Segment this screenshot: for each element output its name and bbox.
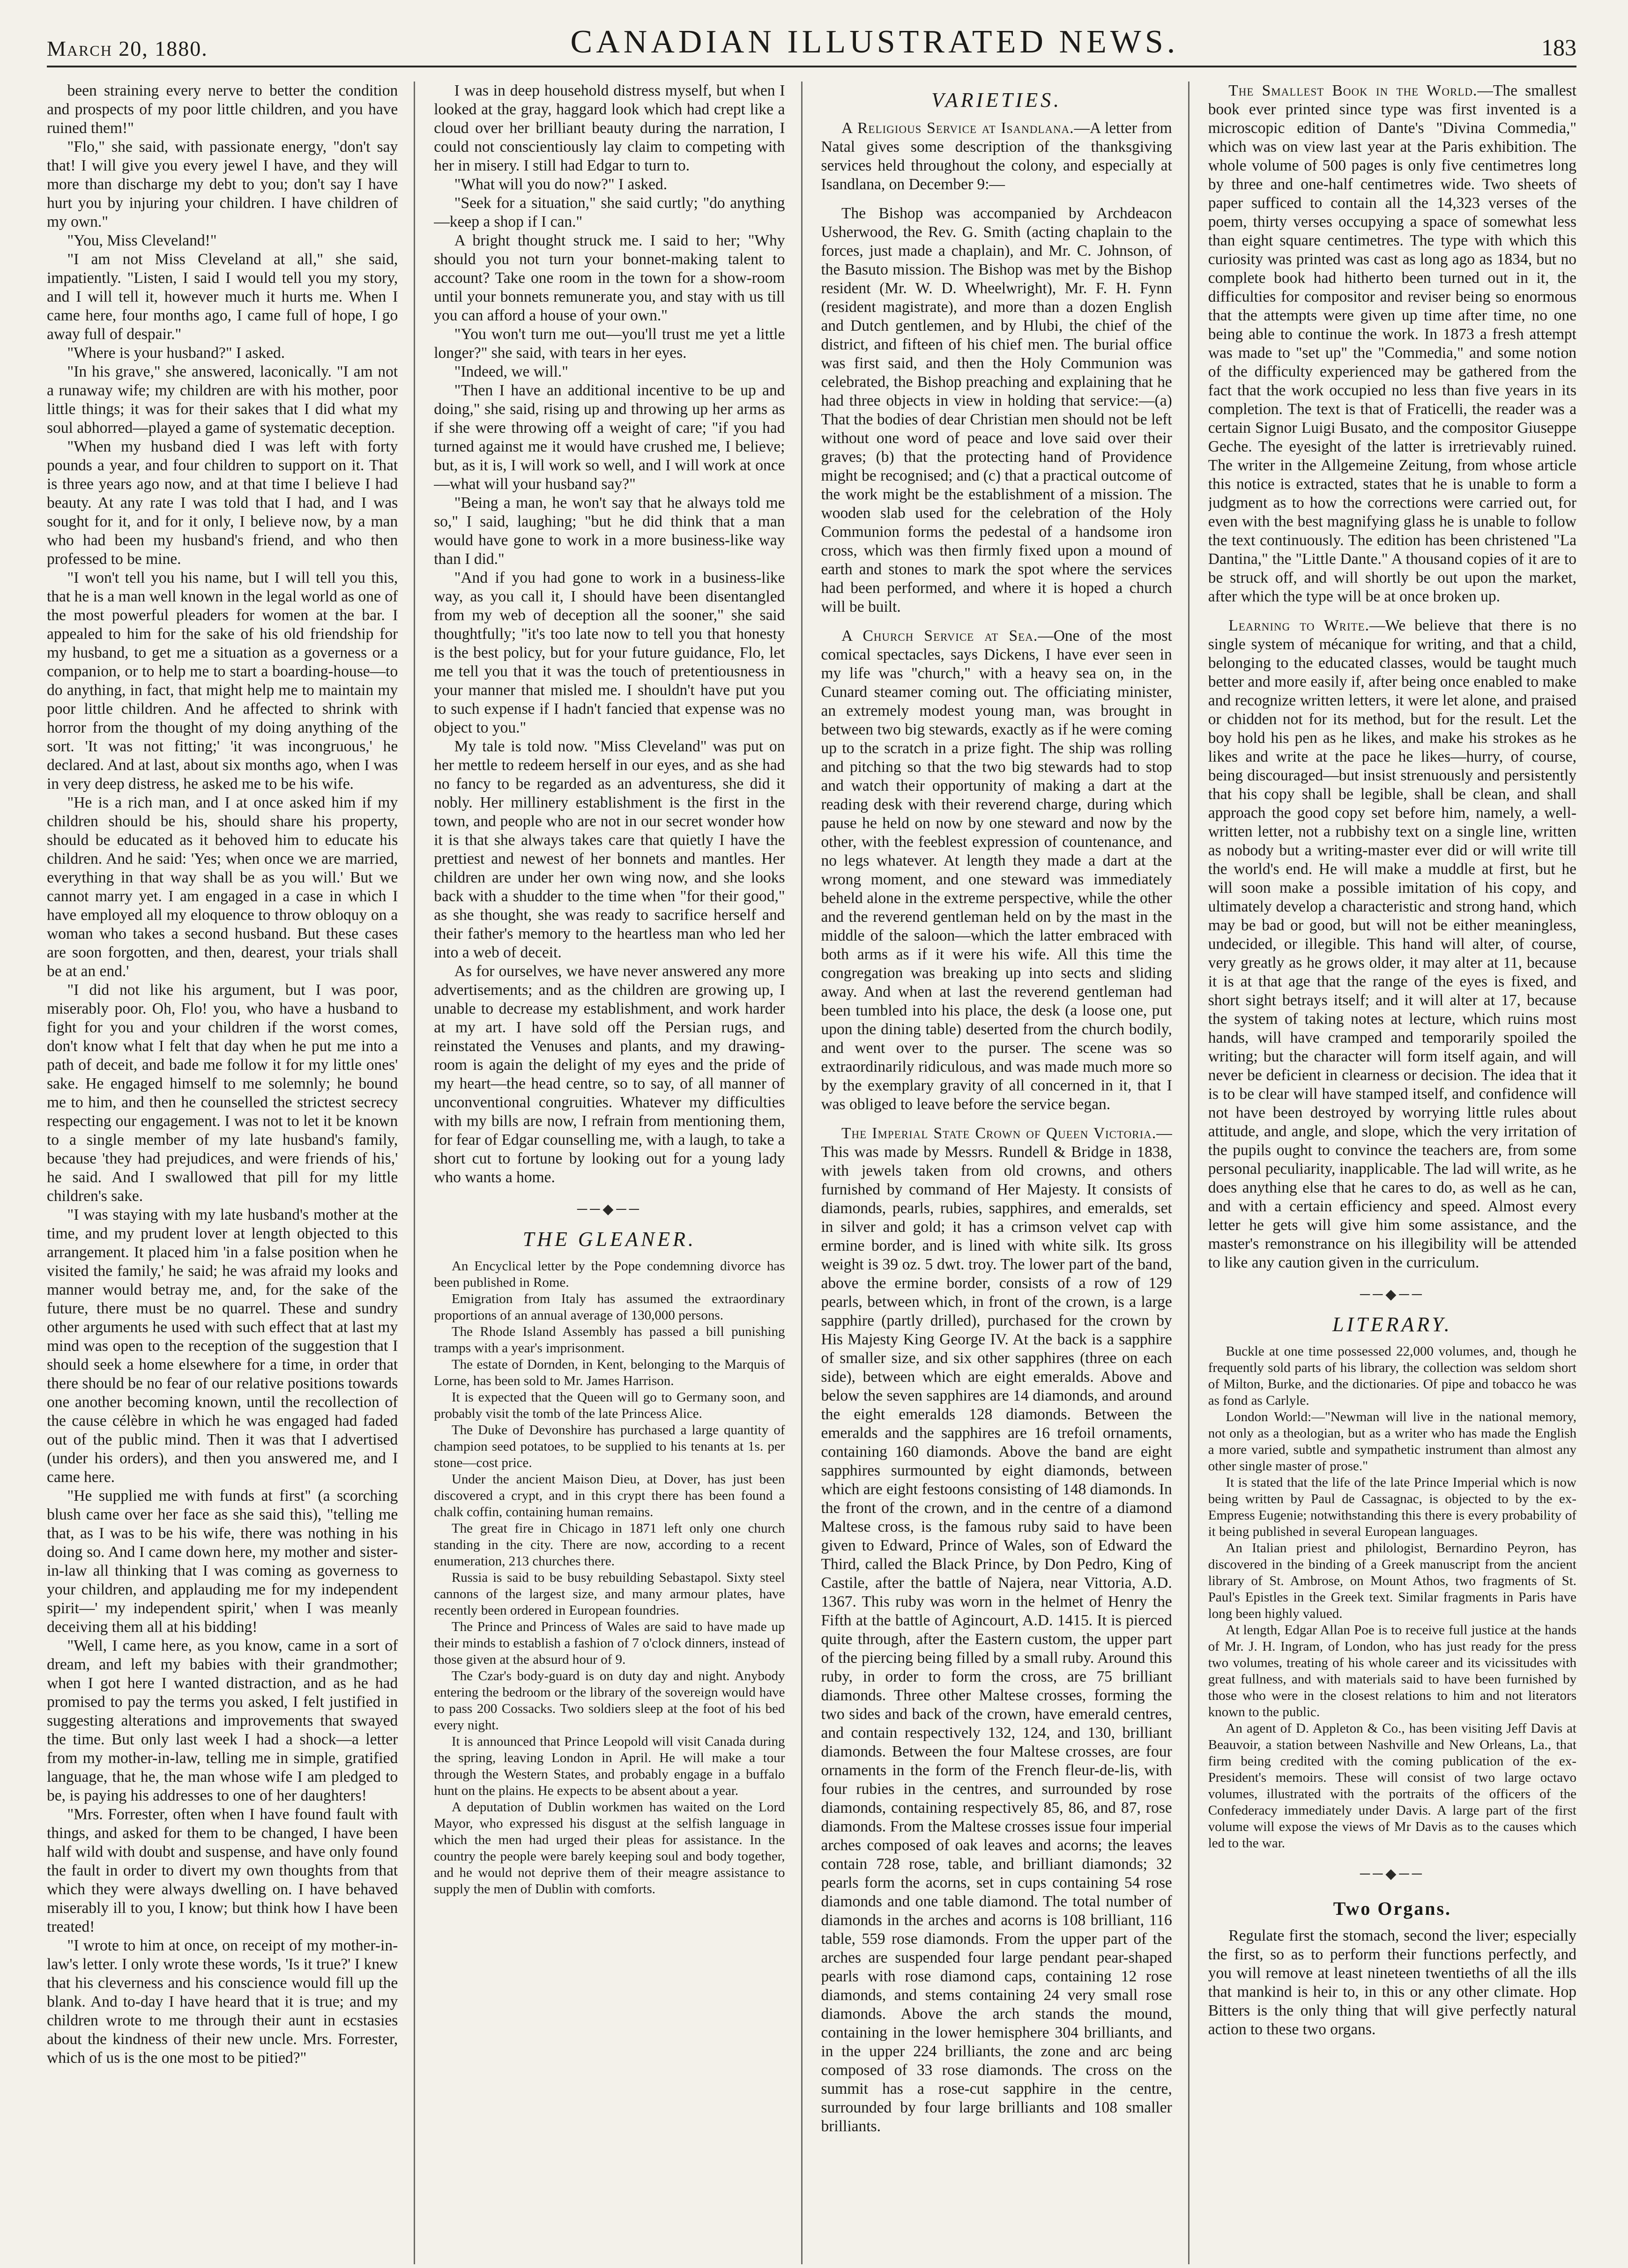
column-4 (1208, 82, 1576, 2264)
story-paragraph: "Where is your husband?" I asked. (67, 344, 285, 362)
story-paragraph: I was in deep household distress myself, but when I looked at the gray, haggard look which had crept like a cloud over her brilliant beauty during the narration, I could not conscientiously lay claim to competing with her in misery. I still had Edgar to turn to. (434, 82, 785, 174)
newspaper-title: CANADIAN ILLUSTRATED NEWS. (570, 24, 1179, 60)
two-organs-heading: Two Organs. (1333, 1898, 1452, 1919)
story-paragraph: As for ourselves, we have never answered any more advertisements; and as the children are growing up, I unable to decrease my establishment, and work harder at my art. I have sold off the Persian rugs, and reinstated the Venuses and plants, and my drawing-room is again the delight of my eyes and the pride of my heart—the head centre, so to say, of all manner of unconventional congruities. Whatever my difficulties with my bills are now, I refrain from mentioning them, for fear of Edgar counselling me, with a laugh, to take a short cut to fortune by looking out for a young lady who wants a home. (434, 963, 785, 1186)
literary-heading: LITERARY. (1332, 1313, 1452, 1336)
varieties-items (821, 119, 1172, 2136)
notice-item-lead: The Smallest Book in the World. (1228, 82, 1478, 99)
gleaner-item: It is expected that the Queen will go to Germany soon, and probably visit the tomb of the late Princess Alice. (434, 1390, 785, 1421)
section-divider: ──◆── (577, 1201, 642, 1217)
column-3 (821, 82, 1189, 2264)
story-paragraph: "And if you had gone to work in a business-like way, as you call it, I should have been disentangled from my web of deception all the sooner," she said thoughtfully; "it's too late now to tell you that honesty is the best policy, but for your future guidance, Flo, let me tell you that it was the touch of pretentiousness in your manner that misled me. I shouldn't have put you to such expense if I hadn't fancied that expense was no object to you." (434, 569, 785, 736)
varieties-item (821, 627, 1172, 1114)
gleaner-items (434, 1258, 785, 1897)
notice-item-text: —We believe that there is no single system of mécanique for writing, and that a child, belonging to the educated classes, would be taught much better and more easily if, after being once enabled to make and recognize written letters, it were let alone, and praised or chidden not for its method, but for the result. Let the boy hold his pen as he likes, and make his strokes as he likes and write at the pace he likes—hurry, of course, being discouraged—but insist strenuously and persistently that his copy shall be legible, shall be clean, and shall approach the good copy set before him, namely, a well-written letter, not a rubbishy text on a single line, written as nobody but a writing-master ever did or will write till the world's end. He will make a muddle at first, but he will soon make a possible imitation of his copy, and ultimately develop a characteristic and strong hand, which may be bad or good, but will not be either meaningless, undecided, or illegible. This hand will alter, of course, very greatly as he grows older, it may alter at 11, because it is at that age that the range of the eyes is fixed, and short sight betrays itself; and it will alter at 17, because the system of taking notes at lecture, which ruins most hands, will have cramped and temporarily spoiled the writing; but the character will form itself again, and will never be deficient in clearness or decision. The idea that it is to be clear will have stamped itself, and confidence will not have been destroyed by worrying little rules about attitude, and angle, and slope, which the very irritation of the pupils ought to convince the teachers are, from some personal peculiarity, inapplicable. The lad will write, as he does anything else that he cares to do, as well as he can, and with a certain efficiency and speed. Almost every letter he gets will give him some assistance, and the master's remonstrance on his illegibility will be attended to like any caution given in the curriculum. (1208, 617, 1576, 1271)
section-divider: ──◆── (1360, 1287, 1425, 1302)
literary-item: An agent of D. Appleton & Co., has been visiting Jeff Davis at Beauvoir, a station between Nashville and New Orleans, La., that firm being credited with the coming publication of the ex-President's memoirs. These will consist of two large octavo volumes, illustrated with the portraits of the officers of the Confederacy immediately under Davis. A large part of the first volume will expose the views of Mr Davis as to the causes which led to the war. (1208, 1721, 1576, 1851)
story-paragraph: "He supplied me with funds at first" (a scorching blush came over her face as she said this), "telling me that, as I was to be his wife, there was nothing in his doing so. And I came down here, my mother and sister-in-law all thinking that I was coming as governess to your children, and applauding me for my independent spirit—' my independent spirit,' when I was meanly deceiving them all at his bidding! (47, 1487, 398, 1636)
gleaner-item: A deputation of Dublin workmen has waited on the Lord Mayor, who expressed his disgust at the selfish language in which the men had urged their pleas for assistance. In the country the people were barely keeping soul and body together, and he would not deprive them of their meagre assistance to supply the men of Dublin with comforts. (434, 1800, 785, 1897)
gleaner-item: Under the ancient Maison Dieu, at Dover, has just been discovered a crypt, and in this crypt there has been found a chalk coffin, containing human remains. (434, 1472, 785, 1519)
story-part-1 (47, 82, 398, 2068)
story-paragraph: "I was staying with my late husband's mother at the time, and my prudent lover at length objected to this arrangement. It placed him 'in a false position when he visited the family,' he said; he was afraid my looks and manner would betray me, and, for the sake of the future, there must be no quarrel. These and sundry other arguments he used with such effect that at last my mind was open to the reception of the suggestion that I should seek a home elsewhere for a time, in order that there should be no fear of our relative positions towards one another becoming known, until the recollection of the cause célèbre in which he was engaged had faded out of the public mind. Then it was that I advertised (under his orders), and then you answered me, and I came here. (47, 1206, 398, 1486)
story-paragraph: "When my husband died I was left with forty pounds a year, and four children to support on it. That is three years ago now, and at that time I believe I had beauty. At any rate I was told that I had, and I was sought for it, and for it only, I believe now, by a man who had been my husband's friend, and who then professed to be mine. (47, 438, 398, 568)
column-1 (47, 82, 415, 2264)
literary-item: London World:—"Newman will live in the national memory, not only as a theologian, but as a writer who has made the English a more varied, subtle and sympathetic instrument than almost any other single master of prose." (1208, 1409, 1576, 1474)
gleaner-item: The Rhode Island Assembly has passed a bill punishing tramps with a year's imprisonment. (434, 1324, 785, 1356)
story-paragraph: "Indeed, we will." (454, 363, 568, 380)
page-number: 183 (1541, 34, 1576, 60)
story-paragraph: "Well, I came here, as you know, came in a sort of dream, and left my babies with their grandmother; when I got here I wanted distraction, and as he had promised to pay the terms you asked, I felt justified in suggesting alterations and improvements that swayed the time. But only last week I had a shock—a letter from my mother-in-law, telling me in simple, gratified language, that he, the man whose wife I am pledged to be, is paying his addresses to one of her daughters! (47, 1637, 398, 1804)
story-paragraph: "You won't turn me out—you'll trust me yet a little longer?" she said, with tears in her eyes. (434, 326, 785, 362)
issue-date: March 20, 1880. (47, 37, 208, 60)
story-paragraph: "What will you do now?" I asked. (454, 176, 668, 193)
literary-item: Buckle at one time possessed 22,000 volumes, and, though he frequently sold parts of his library, the collection was seldom short of Milton, Burke, and the dictionaries. Of pipe and tobacco he was as fond as Carlyle. (1208, 1344, 1576, 1408)
gleaner-item: The great fire in Chicago in 1871 left only one church standing in the city. There are now, according to a recent enumeration, 213 churches there. (434, 1521, 785, 1569)
varieties-item-lead: The Imperial State Crown of Queen Victoria. (841, 1125, 1157, 1142)
story-paragraph: "You, Miss Cleveland!" (67, 232, 217, 249)
story-paragraph: "In his grave," she answered, laconically. "I am not a runaway wife; my children are with his mother, poor little things; it was for their sakes that I did what my soul abhorred—played a game of systematic deception. (47, 363, 398, 437)
gleaner-item: The estate of Dornden, in Kent, belonging to the Marquis of Lorne, has been sold to Mr. James Harrison. (434, 1357, 785, 1388)
varieties-item-text: The Bishop was accompanied by Archdeacon Usherwood, the Rev. G. Smith (acting chaplain to the forces, just made a chaplain), and Mr. C. Johnson, of the Basuto mission. The Bishop was met by the Bishop resident (Mr. W. D. Wheelwright), Mr. F. H. Fynn (resident magistrate), and more than a dozen English and Dutch gentlemen, and by Hlubi, the chief of the district, and fifteen of his chief men. The burial office was first said, and then the Holy Communion was celebrated, the Bishop preaching and explaining that he had three objects in view in holding that service:—(a) That the bodies of dear Christian men should not be left without one word of peace and love said over their graves; (b) that the protecting hand of Providence might be recognised; and (c) that a practical outcome of the work might be the establishment of a mission. The wooden slab used for the celebration of the Holy Communion forms the pedestal of a handsome iron cross, which was then firmly fixed upon a mound of earth and stones to mark the spot where the services had been performed, and where it is hoped a church will be built. (821, 205, 1172, 615)
notice-item-text: —The smallest book ever printed since type was first invented is a microscopic edition of Dante's "Divina Commedia," which was on view last year at the Paris exhibition. The whole volume of 500 pages is only five centimetres long by three and one-half centimetres wide. Two sheets of paper sufficed to contain all the 14,323 verses of the poem, thirty verses occupying a space of somewhat less than eight square centimetres. The type with which this curiosity was printed was cast as long ago as 1834, but no complete book had hitherto been turned out in it, the difficulties for compositor and reviser being so enormous that the attempts were given up time after time, no one being able to continue the work. In 1873 a fresh attempt was made to "set up" the "Commedia," and some notion of the difficulty experienced may be gathered from the fact that the work occupied no less than five years in its completion. The text is that of Fraticelli, the reader was a certain Signor Luigi Busato, and the compositor Giuseppe Geche. The eyesight of the latter is irretrievably ruined. The writer in the Allgemeine Zeitung, from whose article this notice is extracted, states that he is unable to form a judgment as to how the corrections were carried out, for even with the best magnifying glass he is unable to follow the text continuously. The edition has been christened "La Dantina," the "Little Dante." A thousand copies of it are to be struck off, and will shortly be out upon the market, after which the type will be at once broken up. (1208, 82, 1576, 605)
story-paragraph: "I did not like his argument, but I was poor, miserably poor. Oh, Flo! you, who have a husband to fight for you and your children if the worst comes, don't know what I felt that day when he put me into a path of deceit, and bade me follow it for my little ones' sake. He engaged himself to me solemnly; he bound me to him, and then he counselled the strictest secrecy respecting our engagement. I was not to let it be known to a single member of my late husband's family, because 'they had prejudices, and were friends of his,' he said. And I swallowed that pill for my little children's sake. (47, 981, 398, 1205)
literary-item: At length, Edgar Allan Poe is to receive full justice at the hands of Mr. J. H. Ingram, of London, who has just ready for the press two volumes, treating of his whole career and its vicissitudes with great fullness, and with materials said to have been furnished by those who were in the closest relations to him and not literators known to the public. (1208, 1623, 1576, 1720)
story-part-2 (434, 82, 785, 1187)
story-paragraph: "I won't tell you his name, but I will tell you this, that he is a man well known in the legal world as one of the most powerful pleaders for women at the bar. I appealed to him for the sake of his old friendship for my husband, to get me a situation as a governess or a companion, or to help me to start a boarding-house—to do anything, in fact, that might help me to maintain my poor little children. And he affected to shrink with horror from the thought of my doing anything of the sort. 'It was not fitting;' 'it was incongruous,' he declared. And at last, about six months ago, when I was in very deep distress, he asked me to be his wife. (47, 569, 398, 793)
varieties-item-lead: A Church Service at Sea. (841, 627, 1038, 645)
varieties-item (821, 204, 1172, 616)
varieties-item (821, 1124, 1172, 2136)
gleaner-item: Emigration from Italy has assumed the extraordinary proportions of an annual average of 130,000 persons. (434, 1291, 785, 1323)
notice-item-lead: Learning to Write. (1228, 617, 1369, 634)
gleaner-item: The Czar's body-guard is on duty day and night. Anybody entering the bedroom or the library of the sovereign would have to pass 200 Cossacks. Two soldiers sleep at the foot of his bed every night. (434, 1668, 785, 1733)
story-paragraph: "I am not Miss Cleveland at all," she said, impatiently. "Listen, I said I would tell you my story, and I will tell it, however much it hurts me. When I came here, four months ago, I came full of hope, I go away full of despair." (47, 251, 398, 343)
masthead (47, 24, 1576, 67)
story-paragraph: My tale is told now. "Miss Cleveland" was put on her mettle to redeem herself in our eyes, and as she had no fancy to be regarded as an adventuress, she did it nobly. Her millinery establishment is the first in the town, and people who are not in our secret wonder how it is that she always takes care that quietly I have the prettiest and newest of her bonnets and mantles. Her children are under her own wing now, and she looks back with a shudder to the time when "for their good," as she thought, she was ready to sacrifice herself and their father's memory to the heartless man who led her into a web of deceit. (434, 738, 785, 961)
gleaner-item: Russia is said to be busy rebuilding Sebastapol. Sixty steel cannons of the largest size, and many armour plates, have recently been ordered in European foundries. (434, 1570, 785, 1618)
gleaner-item: The Duke of Devonshire has purchased a large quantity of champion seed potatoes, to be supplied to his tenants at 1s. per stone—cost price. (434, 1423, 785, 1470)
varieties-item (821, 119, 1172, 194)
literary-item: An Italian priest and philologist, Bernardino Peyron, has discovered in the binding of a Greek manuscript from the ancient library of St. Ambrose, on Mount Athos, two fragments of St. Paul's Epistles in the Greek text. Similar fragments in Paris have long been highly valued. (1208, 1541, 1576, 1621)
varieties-item-text: —A letter from Natal gives some description of the thanksgiving services held throughout the colony, and especially at Isandlana, on December 9:— (821, 119, 1172, 193)
section-divider: ──◆── (1360, 1866, 1425, 1882)
notice-item (1208, 82, 1576, 606)
two-organs-text: Regulate first the stomach, second the liver; especially the first, so as to perform their functions perfectly, and you will remove at least nineteen twentieths of all the ills that mankind is heir to, in this or any other climate. Hop Bitters is the only thing that will give perfectly natural action to these two organs. (1208, 1927, 1576, 2038)
story-paragraph: been straining every nerve to better the condition and prospects of my poor little children, and you have ruined them!" (47, 82, 398, 137)
story-paragraph: "Mrs. Forrester, often when I have found fault with things, and asked for them to be changed, I have been half wild with doubt and suspense, and have only found the fault in order to divert my own thoughts from that which they were always dwelling on. I have behaved miserably ill to you, I know; but think how I have been treated! (47, 1806, 398, 1935)
literary-items (1208, 1343, 1576, 1852)
story-paragraph: "Being a man, he won't say that he always told me so," I said, laughing; "but he did think that a man would have gone to work in a more business-like way than I did." (434, 494, 785, 568)
story-paragraph: A bright thought struck me. I said to her; "Why should you not turn your bonnet-making talent to account? Take one room in the town for a show-room until your bonnets remunerate you, and stay with us till you can afford a house of your own." (434, 232, 785, 324)
varieties-heading: VARIETIES. (931, 89, 1062, 111)
literary-item: It is stated that the life of the late Prince Imperial which is now being written by Paul de Cassagnac, is objected to by the ex-Empress Eugenie; notwithstanding this there is every probability of it being published in several European languages. (1208, 1475, 1576, 1539)
story-paragraph: "I wrote to him at once, on receipt of my mother-in-law's letter. I only wrote these words, 'Is it true?' I knew that his cleverness and his conscience would fill up the blank. And to-day I have heard that it is true; and my children wrote to me through their aunt in ecstasies about the kindness of their new uncle. Mrs. Forrester, which of us is the one most to be pitied?" (47, 1937, 398, 2067)
gleaner-heading: THE GLEANER. (522, 1228, 696, 1251)
story-paragraph: "Flo," she said, with passionate energy, "don't say that! I will give you every jewel I have, and they will more than discharge my debt to you; don't say I have hurt you by injuring your children. I have children of my own." (47, 138, 398, 230)
notice-item (1208, 616, 1576, 1272)
gleaner-item: It is announced that Prince Leopold will visit Canada during the spring, leaving London in April. He will make a tour through the Western States, and probably engage in a buffalo hunt on the plains. He expects to be absent about a year. (434, 1734, 785, 1798)
gleaner-item: An Encyclical letter by the Pope condemning divorce has been published in Rome. (434, 1259, 785, 1290)
story-paragraph: "Then I have an additional incentive to be up and doing," she said, rising up and throwing up her arms as if she were throwing off a weight of care; "if you had turned against me it would have crushed me, I believe; but, as it is, I will work so well, and I will work at once—what will your husband say?" (434, 382, 785, 493)
story-paragraph: "He is a rich man, and I at once asked him if my children should be his, should share his property, should be educated as it behoved him to educate his children. And he said: 'Yes; when once we are married, everything in that way shall be as you will.' But we cannot marry yet. I am engaged in a case in which I have employed all my eloquence to throw obloquy on a woman who takes a second husband. But these cases are soon forgotten, and then, dearest, your trials shall be at an end.' (47, 794, 398, 980)
varieties-item-text: —One of the most comical spectacles, says Dickens, I have ever seen in my life was "church," with a heavy sea on, in the Cunard steamer coming out. The officiating minister, an extremely modest young man, was brought in between two big stewards, exactly as if he were coming up to the scratch in a prize fight. The ship was rolling and pitching so that the two big stewards had to stop and watch their opportunity of making a dart at the reading desk with their reverend charge, during which pause he held on now by one steward and now by the other, with the feeblest expression of countenance, and no legs whatever. At length they made a dart at the wrong moment, and one steward was immediately beheld alone in the extreme perspective, while the other and the reverend gentleman held on by the mast in the middle of the saloon—which the latter embraced with both arms as if it were his wife. All this time the congregation was breaking up into sects and sliding away. And when at last the reverend gentleman had been tumbled into his place, the desk (a loose one, put upon the dining table) deserted from the church bodily, and went over to the purser. The scene was so extraordinarily ridiculous, and was made much more so by the exemplary gravity of all concerned in it, that I was obliged to leave before the service began. (821, 627, 1172, 1113)
story-paragraph: "Seek for a situation," she said curtly; "do anything—keep a shop if I can." (434, 194, 785, 230)
right-column-items (1208, 82, 1576, 1272)
varieties-item-lead: A Religious Service at Isandlana. (841, 119, 1074, 137)
varieties-item-text: —This was made by Messrs. Rundell & Bridge in 1838, with jewels taken from old crowns, and others furnished by command of Her Majesty. It consists of diamonds, pearls, rubies, sapphires, and emeralds, set in silver and gold; it has a crimson velvet cap with ermine border, and is lined with white silk. Its gross weight is 39 oz. 5 dwt. troy. The lower part of the band, above the ermine border, consists of a row of 129 pearls, between which, in front of the crown, is a large sapphire (partly drilled), purchased for the crown by His Majesty King George IV. At the back is a sapphire of smaller size, and six other sapphires (three on each side), between which are eight emeralds. Above and below the seven sapphires are 14 diamonds, and around the eight emeralds 128 diamonds. Between the emeralds and the sapphires are 16 trefoil ornaments, containing 160 diamonds. Above the band are eight sapphires surmounted by eight diamonds, between which are eight festoons consisting of 148 diamonds. In the front of the crown, and in the centre of a diamond Maltese cross, is the famous ruby said to have been given to Edward, Prince of Wales, son of Edward the Third, called the Black Prince, by Don Pedro, King of Castile, after the battle of Najera, near Vittoria, A.D. 1367. This ruby was worn in the helmet of Henry the Fifth at the battle of Agincourt, A.D. 1415. It is pierced quite through, after the Eastern custom, the upper part of the piercing being filled by a small ruby. Around this ruby, in order to form the cross, are 75 brilliant diamonds. Three other Maltese crosses, forming the two sides and back of the crown, have emerald centres, and contain respectively 132, 124, and 130, brilliant diamonds. Between the four Maltese crosses, are four ornaments in the form of the French fleur-de-lis, with four rubies in the centres, and surrounded by rose diamonds, containing respectively 85, 86, and 87, rose diamonds. From the Maltese crosses issue four imperial arches composed of oak leaves and acorns; the leaves contain 728 rose, table, and brilliant diamonds; 32 pearls form the acorns, set in cups containing 54 rose diamonds and one table diamond. The total number of diamonds in the arches and acorns is 108 brilliant, 116 table, 559 rose diamonds. From the upper part of the arches are suspended four large pendant pear-shaped pearls with rose diamond caps, containing 12 rose diamonds, and stems containing 24 very small rose diamonds. Above the arch stands the mound, containing in the lower hemisphere 304 brilliants, and in the upper 224 brilliants, the zone and arc being composed of 33 rose diamonds. The cross on the summit has a rose-cut sapphire in the centre, surrounded by four large brilliants and 108 smaller brilliants. (821, 1125, 1172, 2135)
gleaner-item: The Prince and Princess of Wales are said to have made up their minds to establish a fashion of 7 o'clock dinners, instead of those given at the absurd hour of 9. (434, 1619, 785, 1667)
column-2 (434, 82, 802, 2264)
article-columns (47, 82, 1576, 2264)
